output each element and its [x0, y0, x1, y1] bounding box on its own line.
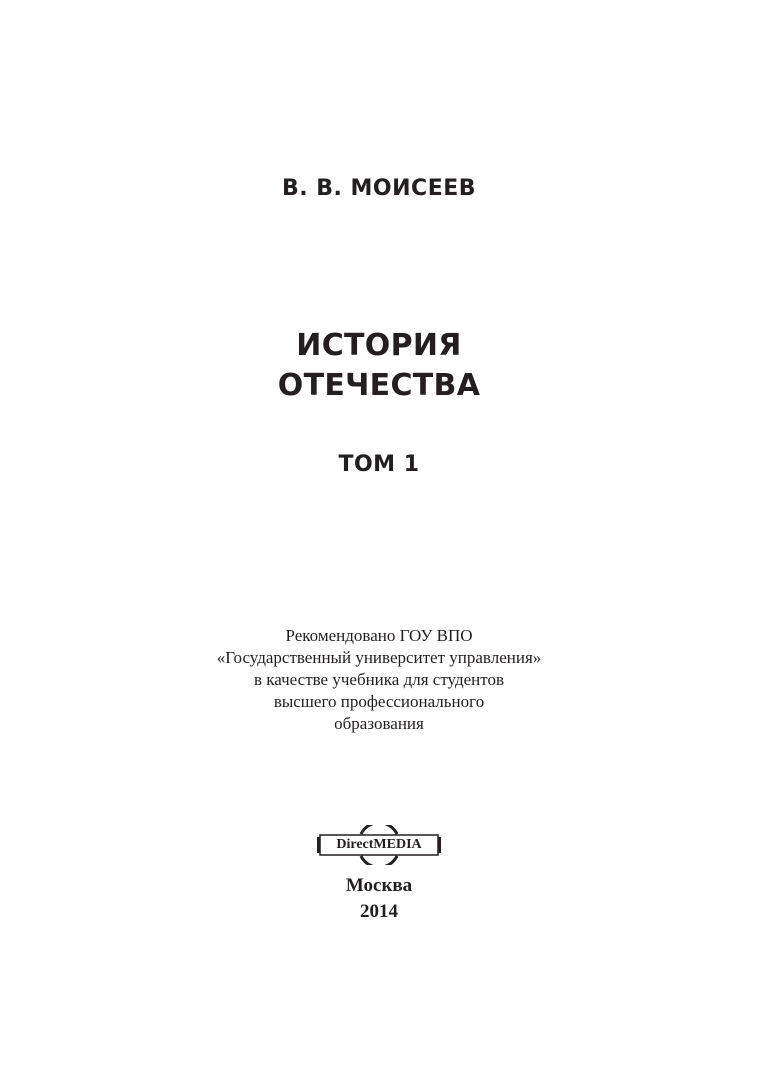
volume-label: ТОМ 1 — [338, 452, 420, 477]
recommendation-note — [0, 625, 758, 735]
book-title-line-2: ОТЕЧЕСТВА — [277, 368, 481, 403]
imprint-year: 2014 — [360, 901, 398, 922]
recommendation-line-2: «Государственный университет управления» — [216, 648, 542, 667]
recommendation-line-1: Рекомендовано ГОУ ВПО — [285, 626, 473, 645]
publisher-logo — [314, 825, 444, 865]
recommendation-line-3: в качестве учебника для студентов — [253, 670, 504, 689]
imprint — [0, 873, 758, 925]
imprint-city: Москва — [345, 875, 413, 896]
recommendation-line-5: образования — [334, 714, 424, 733]
publisher-logo-area — [0, 825, 758, 865]
book-title — [0, 326, 758, 406]
author-name: В. В. МОИСЕЕВ — [281, 176, 477, 201]
book-title-line-1: ИСТОРИЯ — [296, 328, 462, 363]
recommendation-line-4: высшего профессионального — [273, 692, 485, 711]
publisher-logo-text: DirectMEDIA — [336, 837, 422, 852]
